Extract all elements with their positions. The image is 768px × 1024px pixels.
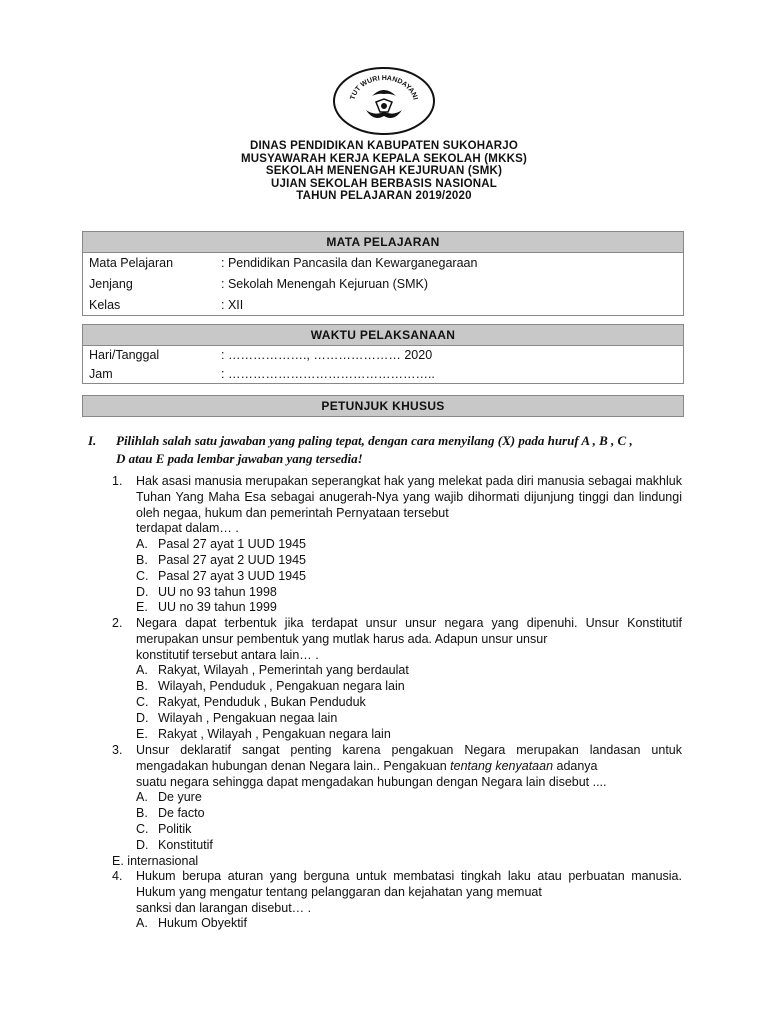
waktu-pelaksanaan-box	[82, 324, 684, 384]
instruction-line-2: D atau E pada lembar jawaban yang tersedia!	[116, 451, 363, 466]
option-text: UU no 93 tahun 1998	[158, 584, 277, 599]
option-letter: C.	[136, 694, 149, 709]
option-letter: A.	[136, 916, 148, 931]
row-label: Jenjang	[89, 277, 133, 291]
row-label: Jam	[89, 367, 113, 381]
answer-option-e[interactable]	[136, 600, 682, 616]
option-letter: D.	[136, 584, 149, 599]
question-1	[112, 474, 682, 616]
info-row-hari-tanggal	[83, 346, 683, 365]
question-text-part-a: Unsur deklaratif sangat penting karena pengakuan Negara merupakan landasan untuk mengadakan hubungan denan Negara lain.. Pengakuan	[136, 743, 682, 773]
option-text: De yure	[158, 790, 202, 805]
row-value: : …………………………………………..	[221, 367, 435, 381]
option-text: Pasal 27 ayat 1 UUD 1945	[158, 537, 307, 552]
answer-option-b[interactable]	[136, 553, 682, 569]
answer-option-d[interactable]	[136, 838, 682, 854]
option-letter: D.	[136, 837, 149, 852]
mata-pelajaran-title: MATA PELAJARAN	[83, 232, 683, 253]
answer-option-a[interactable]	[136, 663, 682, 679]
question-text	[136, 616, 682, 663]
question-text-italic: tentang kenyataan	[450, 758, 554, 773]
answer-option-c[interactable]	[136, 822, 682, 838]
answer-option-b[interactable]	[136, 806, 682, 822]
header-line-dinas: DINAS PENDIDIKAN KABUPATEN SUKOHARJO	[249, 140, 519, 152]
row-label: Hari/Tanggal	[89, 348, 160, 362]
logo-motto: TUT WURI HANDAYANI	[349, 74, 419, 101]
question-number: 2.	[112, 616, 123, 630]
option-letter: B.	[136, 806, 148, 821]
answer-option-c[interactable]	[136, 569, 682, 585]
question-number: 1.	[112, 474, 123, 488]
option-text: Wilayah, Penduduk , Pengakuan negara lain	[158, 679, 405, 694]
option-text: Rakyat , Wilayah , Pengakuan negara lain	[158, 726, 391, 741]
answer-options	[136, 916, 682, 932]
option-letter: A.	[136, 537, 148, 552]
option-text: Konstitutif	[158, 837, 213, 852]
row-label: Mata Pelajaran	[89, 256, 174, 270]
question-text	[136, 869, 682, 916]
option-text: Politik	[158, 821, 192, 836]
option-letter: D.	[136, 710, 149, 725]
answer-option-d[interactable]	[136, 585, 682, 601]
option-text: Hukum Obyektif	[158, 916, 247, 931]
question-number: 3.	[112, 743, 123, 757]
option-text: Wilayah , Pengakuan negaa lain	[158, 710, 338, 725]
option-text: Rakyat, Penduduk , Bukan Penduduk	[158, 694, 366, 709]
question-2	[112, 616, 682, 742]
option-text: UU no 39 tahun 1999	[158, 600, 277, 615]
row-value: : Sekolah Menengah Kejuruan (SMK)	[221, 277, 429, 291]
row-value: : Pendidikan Pancasila dan Kewarganegaraan	[221, 256, 478, 270]
option-letter: A.	[136, 663, 148, 678]
header-line-mkks: MUSYAWARAH KERJA KEPALA SEKOLAH (MKKS)	[241, 152, 527, 165]
option-letter: E.	[136, 600, 148, 615]
row-value: : XII	[221, 298, 244, 312]
tut-wuri-handayani-logo	[332, 66, 436, 136]
instruction-number: I.	[88, 433, 97, 448]
info-row-jam	[83, 365, 683, 384]
petunjuk-khusus-bar: PETUNJUK KHUSUS	[82, 395, 684, 417]
question-3	[112, 743, 682, 869]
question-4	[112, 869, 682, 932]
option-letter: E.	[136, 726, 148, 741]
option-letter: A.	[136, 790, 148, 805]
info-row-kelas	[83, 295, 683, 316]
question-number: 4.	[112, 869, 123, 883]
option-text: internasional	[127, 853, 199, 868]
answer-option-d[interactable]	[136, 711, 682, 727]
question-text-last: konstitutif tersebut antara lain… .	[136, 647, 319, 662]
answer-option-b[interactable]	[136, 679, 682, 695]
header-line-tahun: TAHUN PELAJARAN 2019/2020	[296, 190, 472, 202]
question-text-part-b: adanya	[553, 758, 598, 773]
option-letter: C.	[136, 568, 149, 583]
answer-option-a[interactable]	[136, 790, 682, 806]
option-letter: B.	[136, 552, 148, 567]
answer-options	[136, 537, 682, 616]
answer-options	[112, 790, 682, 869]
answer-option-a[interactable]	[136, 916, 682, 932]
instruction-line-1: Pilihlah salah satu jawaban yang paling tepat, dengan cara menyilang (X) pada huruf A , B , C ,	[116, 433, 633, 448]
question-text	[136, 474, 682, 537]
question-text-body: Hak asasi manusia merupakan seperangkat hak yang melekat pada diri manusia sebagai makhluk Tuhan Yang Maha Esa sebagai anugerah-Nya yang wajib dihormati dijunjung tinggi dan lindungi oleh negaa, hukum dan pemerintah Pernyataan tersebut	[136, 474, 682, 520]
option-text: De facto	[158, 806, 205, 821]
option-text: Pasal 27 ayat 2 UUD 1945	[158, 552, 307, 567]
question-text-last: terdapat dalam… .	[136, 521, 239, 536]
option-letter: C.	[136, 821, 149, 836]
option-text: Rakyat, Wilayah , Pemerintah yang berdaulat	[158, 663, 409, 678]
question-text-last: sanksi dan larangan disebut… .	[136, 900, 312, 915]
question-text-body: Hukum berupa aturan yang berguna untuk membatasi tingkah laku atau perbuatan manusia. Hukum yang mengatur tentang pelanggaran dan kejahatan yang memuat	[136, 869, 682, 899]
question-text-last: suatu negara sehingga dapat mengadakan hubungan dengan Negara lain disebut ....	[136, 774, 607, 789]
mata-pelajaran-box	[82, 231, 684, 316]
document-header	[0, 140, 768, 203]
option-text: Pasal 27 ayat 3 UUD 1945	[158, 568, 307, 583]
row-value: : ………………., ………………… 2020	[221, 348, 433, 362]
info-row-jenjang	[83, 274, 683, 295]
answer-option-c[interactable]	[136, 695, 682, 711]
info-row-mata-pelajaran	[83, 253, 683, 274]
row-label: Kelas	[89, 298, 121, 312]
answer-option-a[interactable]	[136, 537, 682, 553]
option-letter: E.	[112, 853, 124, 868]
waktu-pelaksanaan-title: WAKTU PELAKSANAAN	[83, 325, 683, 346]
svg-text:TUT WURI HANDAYANI	[350, 75, 419, 101]
header-line-smk: SEKOLAH MENENGAH KEJURUAN (SMK)	[265, 165, 503, 177]
header-line-ujian: UJIAN SEKOLAH BERBASIS NASIONAL	[271, 177, 497, 190]
question-text	[136, 743, 682, 790]
answer-options	[136, 663, 682, 742]
answer-option-e[interactable]	[112, 854, 682, 870]
option-letter: B.	[136, 679, 148, 694]
answer-option-e[interactable]	[136, 727, 682, 743]
question-text-body: Negara dapat terbentuk jika terdapat unsur unsur negara yang dipenuhi. Unsur Konstitutif merupakan unsur pembentuk yang mutlak harus ada. Adapun unsur unsur	[136, 616, 682, 646]
